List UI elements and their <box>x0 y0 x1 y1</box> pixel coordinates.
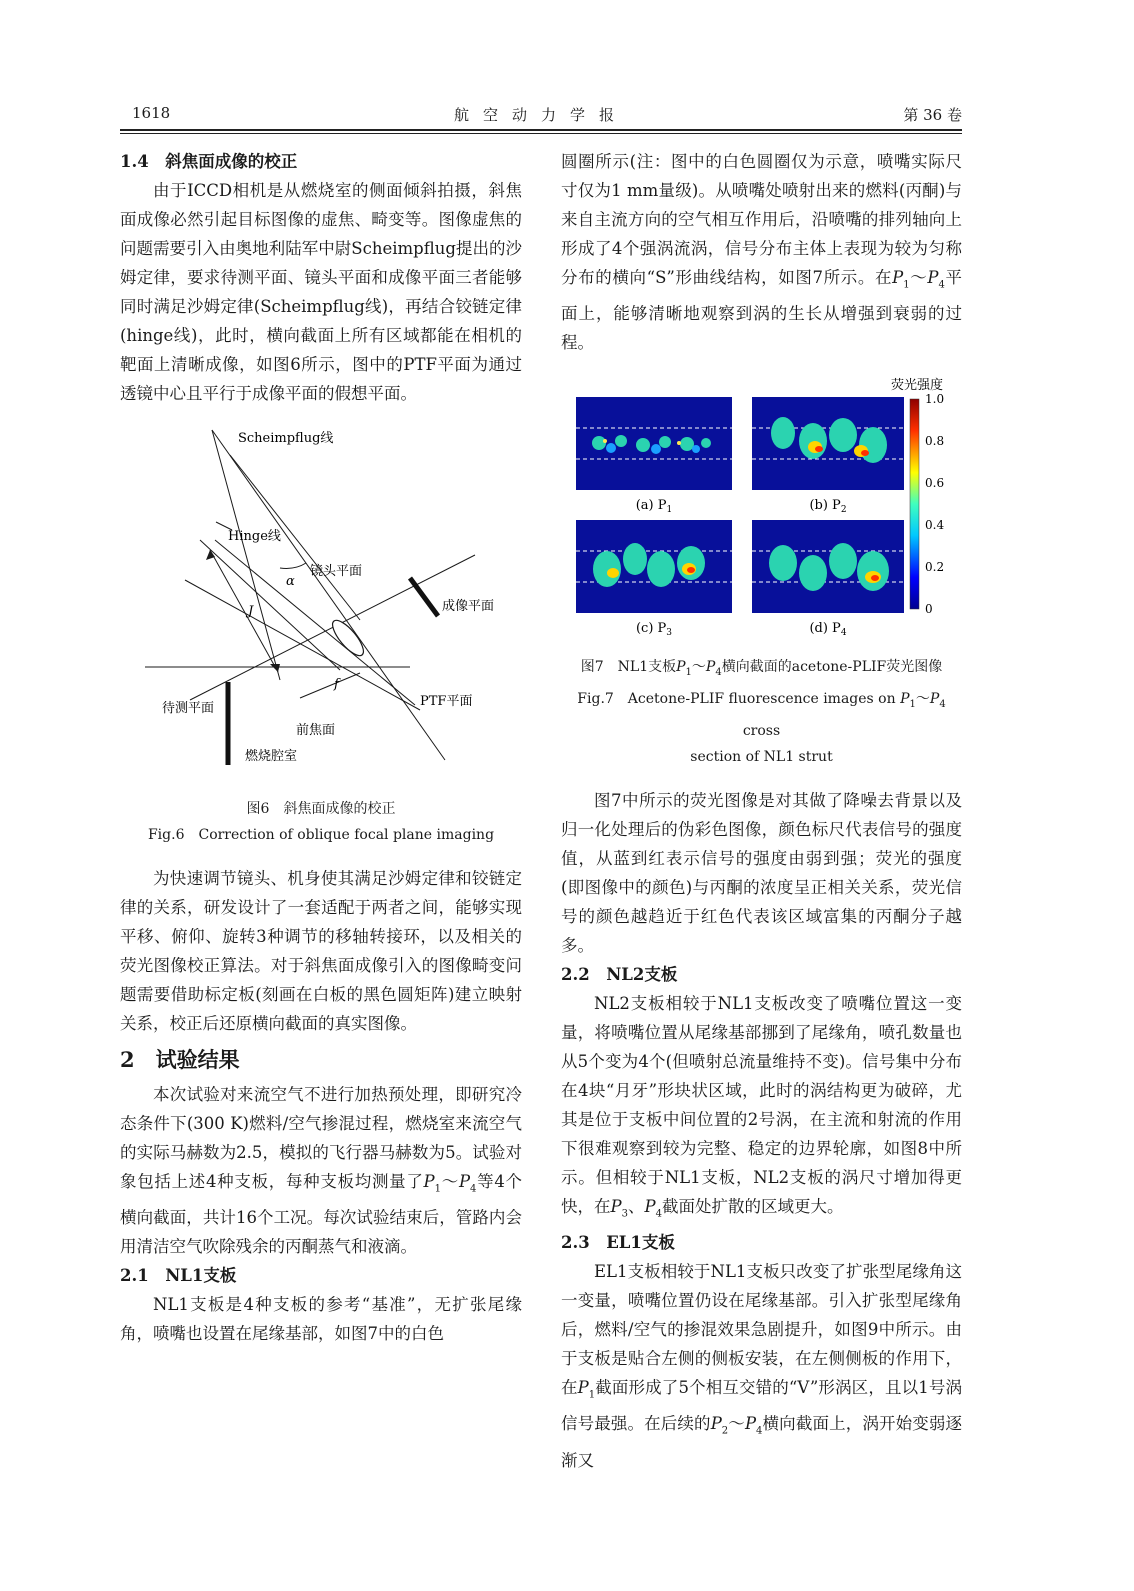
panel-c-label: (c) $P_3$ <box>635 621 673 636</box>
alpha-arc <box>280 563 306 568</box>
colorbar-tick-0-4: 0.4 <box>925 518 945 533</box>
figure-6-diagram <box>120 420 522 805</box>
left-column <box>120 147 522 1348</box>
figure-6 <box>120 420 522 848</box>
label-lens-plane: 镜头平面 <box>310 564 363 579</box>
figure-7 <box>561 373 962 770</box>
label-object-plane: 待测平面 <box>162 701 215 716</box>
scheimpflug-line <box>212 430 280 680</box>
section-1-4-title: 1.4 斜焦面成像的校正 <box>120 152 298 171</box>
colorbar <box>910 399 919 609</box>
upper-ray-line <box>212 430 445 760</box>
colorbar-title: 荧光强度 <box>891 378 944 394</box>
j-arrow-line <box>210 550 278 672</box>
section-2-1-paragraph-continued: 圆圈所示(注：图中的白色圆圈仅为示意，喷嘴实际尺寸仅为1 mm量级)。从喷嘴处喷射出来的燃料(丙酮)与来自主流方向的空气相互作用后，沿喷嘴的排列轴向上形成了4个强涡流涡，信号分布主体上表现为较为匀称分布的横向“S”形曲线结构，如图7所示。在$P_1\sim P_4$平面上，能够清晰地观察到涡的生长从增强到衰弱的过程。 <box>561 152 963 353</box>
image-plane-bar <box>410 578 438 616</box>
paragraph-fig7-description: 图7中所示的荧光图像是对其做了降噪去背景以及归一化处理后的伪彩色图像，颜色标尺代表信号的强度值，从蓝到红表示信号的强度由弱到强；荧光的强度(即图像中的颜色)与丙酮的浓度呈正相关关系，荧光信号的颜色越趋近于红色代表该区域富集的丙酮分子越多。 <box>561 790 962 955</box>
section-2-3-paragraph: EL1支板相较于NL1支板只改变了扩张型尾缘角这一变量，喷嘴位置仍设在尾缘基部。引入扩张型尾缘角后，燃料/空气的掺混效果急剧提升，如图9中所示。由于支板是贴合左侧的侧板安装，在左侧侧板的作用下，在$P_1$截面形成了5个相互交错的“V”形涡区，且以1号涡信号最强。在后续的$P_2\sim P_4$横向截面上，涡开始变弱逐渐又 <box>561 1262 963 1470</box>
j-arrow-head-bottom <box>270 664 280 672</box>
figure-7-images <box>561 373 962 635</box>
label-scheimpflug: Scheimpflug线 <box>238 431 334 446</box>
section-2-1-title: 2.1 NL1支板 <box>120 1266 237 1286</box>
lens-plane-line <box>200 540 340 670</box>
volume-label: 第 36 卷 <box>903 106 962 124</box>
colorbar-tick-1-0: 1.0 <box>925 392 945 407</box>
header-rule-thin <box>120 133 962 134</box>
panel-a-label: (a) $P_1$ <box>635 498 673 516</box>
panel-c-image <box>576 520 732 613</box>
panel-d-label: (d) $P_4$ <box>809 621 847 636</box>
figure-7-caption-en-line2: section of NL1 strut <box>690 748 833 765</box>
paragraph-after-fig6: 为快速调节镜头、机身使其满足沙姆定律和铰链定律的关系，研发设计了一套适配于两者之间，能够实现平移、俯仰、旋转3种调节的移轴转接环，以及相关的荧光图像校正算法。对于斜焦面成像引入的图像畸变问题需要借助标定板(刻画在白板的黑色圆矩阵)建立映射关系，校正后还原横向截面的真实图像。 <box>120 869 522 1033</box>
label-f: f <box>334 677 339 692</box>
label-j: J <box>248 604 254 619</box>
figure-6-caption-cn: 图6 斜焦面成像的校正 <box>246 801 396 817</box>
header-rule-thick <box>120 129 962 131</box>
section-2-title: 2 试验结果 <box>120 1047 240 1072</box>
label-hinge: Hinge线 <box>228 529 281 544</box>
right-column <box>561 147 962 1475</box>
section-2-2-paragraph: NL2支板相较于NL1支板改变了喷嘴位置这一变量，将喷嘴位置从尾缘基部挪到了尾缘角，喷孔数量也从5个变为4个(但喷射总流量维持不变)。信号集中分布在4块“月牙”形块状区域，此时的涡结构更为破碎，尤其是位于支板中间位置的2号涡，在主流和射流的作用下很难观察到较为完整、稳定的边界轮廓，如图8中所示。但相较于NL1支板，NL2支板的涡尺寸增加得更快，在$P_3$、$P_4$截面处扩散的区域更大。 <box>561 993 962 1220</box>
label-ptf-plane: PTF平面 <box>420 694 473 709</box>
label-image-plane: 成像平面 <box>442 599 495 614</box>
panel-d-image <box>752 520 904 613</box>
figure-7-caption-cn: 图7 NL1支板$P_1\sim P_4$横向截面的acetone-PLIF荧光图像 <box>580 659 943 679</box>
colorbar-tick-0: 0 <box>925 602 933 617</box>
colorbar-tick-0-8: 0.8 <box>925 434 945 449</box>
page-header <box>120 100 962 130</box>
section-1-4-paragraph: 由于ICCD相机是从燃烧室的侧面倾斜拍摄，斜焦面成像必然引起目标图像的虚焦、畸变等。图像虚焦的问题需要引入由奥地利陆军中尉Scheimpflug提出的沙姆定律，要求待测平面、镜头平面和成像平面三者能够同时满足沙姆定律(Scheimpflug线)，再结合铰链定律(hinge线)，此时，横向截面上所有区域都能在相机的靶面上清晰成像，如图6所示，图中的PTF平面为通过透镜中心且平行于成像平面的假想平面。 <box>120 181 522 403</box>
colorbar-tick-0-6: 0.6 <box>925 476 945 491</box>
section-2-1-paragraph: NL1支板是4种支板的参考“基准”，无扩张尾缘角，喷嘴也设置在尾缘基部，如图7中的白色 <box>120 1295 522 1344</box>
panel-b-label: (b) $P_2$ <box>809 498 847 516</box>
label-combustion-chamber: 燃烧腔室 <box>245 749 298 764</box>
panel-b-image <box>752 397 904 490</box>
label-front-focal-plane: 前焦面 <box>296 723 336 738</box>
journal-title: 航空动力学报 <box>453 106 628 124</box>
j-arrow-head-top <box>206 550 215 560</box>
page-number: 1618 <box>132 104 171 122</box>
f-arrow-line <box>300 673 360 698</box>
section-2-paragraph: 本次试验对来流空气不进行加热预处理，即研究冷态条件下(300 K)燃料/空气掺混过程，燃烧室来流空气的实际马赫数为2.5，模拟的飞行器马赫数为5。试验对象包括上述4种支板，每种支板均测量了$P_1\sim P_4$等4个横向截面，共计16个工况。每次试验结束后，管路内会用清洁空气吹除残余的丙酮蒸气和液滴。 <box>120 1085 523 1257</box>
colorbar-tick-0-2: 0.2 <box>925 560 945 575</box>
section-2-3-title: 2.3 EL1支板 <box>561 1233 675 1253</box>
figure-7-caption-en: Fig.7 Acetone-PLIF fluorescence images on $P_1\sim P_4$ cross <box>577 691 946 739</box>
object-plane-line <box>185 580 420 710</box>
label-alpha: α <box>286 574 295 589</box>
panel-a-image <box>576 397 732 490</box>
section-2-2-title: 2.2 NL2支板 <box>561 964 678 984</box>
figure-6-caption-en: Fig.6 Correction of oblique focal plane imaging <box>147 827 495 843</box>
